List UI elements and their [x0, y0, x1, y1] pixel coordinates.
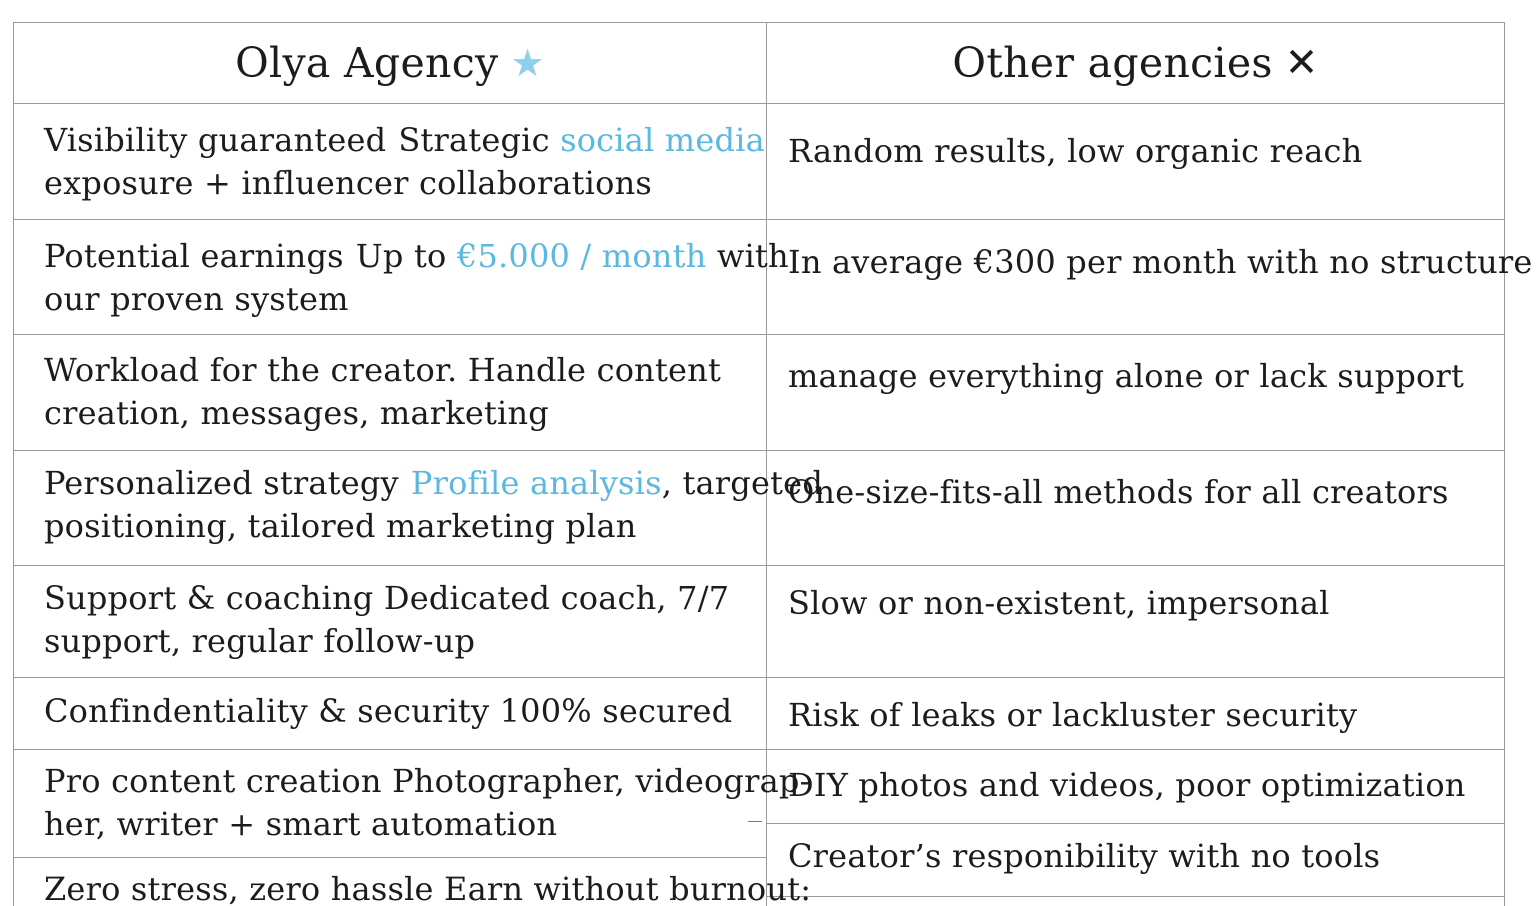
row-divider [14, 749, 1504, 750]
row-7-other: DIY photos and videos, poor optimization [788, 766, 1466, 804]
row-divider [14, 450, 1504, 451]
row-4-other: One-size-fits-all methods for all creators [788, 473, 1449, 511]
row-6-other: Risk of leaks or lackluster security [788, 696, 1358, 734]
row-divider [14, 334, 1504, 335]
highlight-text: Profile analysis [410, 464, 662, 502]
row-divider [14, 857, 766, 858]
row-divider [14, 103, 1504, 104]
row-8-other: Creator’s responibility with no tools [788, 837, 1381, 875]
row-2-olya: Potential earnings Up to €5.000 / month with our proven system [44, 237, 789, 318]
comparison-table [13, 22, 1533, 906]
row-1-olya: Visibility guaranteed Strategic social media exposure + influencer collaborations [44, 121, 765, 202]
row-divider [767, 896, 1504, 897]
row-divider [767, 823, 1504, 824]
header-other-agencies [767, 23, 1504, 103]
close-x-icon: ✕ [1284, 40, 1319, 86]
highlight-text: €5.000 / month [456, 237, 707, 275]
row-1-other: Random results, low organic reach [788, 132, 1363, 170]
row-8-olya: Zero stress, zero hassle Earn without burnout: [44, 870, 812, 906]
row-5-olya: Support & coaching Dedicated coach, 7/7 support, regular follow-up [44, 579, 730, 660]
star-icon: ★ [510, 41, 545, 85]
highlight-text: social media [560, 121, 765, 159]
row-5-other: Slow or non-existent, impersonal [788, 584, 1330, 622]
row-4-olya: Personalized strategy Profile analysis, targeted positioning, tailored marketing plan [44, 464, 823, 545]
row-divider [14, 565, 1504, 566]
row-2-other: In average €300 per month with no structure [788, 243, 1533, 281]
row-divider [14, 219, 1504, 220]
row-6-olya: Confindentiality & security 100% secured [44, 692, 733, 730]
row-3-other: manage everything alone or lack support [788, 357, 1465, 395]
header-right-title: Other agencies [952, 39, 1273, 87]
header-olya-agency [14, 23, 766, 103]
header-left-title: Olya Agency [235, 39, 499, 87]
row-7-olya: Pro content creation Photographer, videograp- her, writer + smart automation [44, 762, 811, 843]
row-3-olya: Workload for the creator. Handle content creation, messages, marketing [44, 351, 722, 432]
row-divider [14, 677, 1504, 678]
